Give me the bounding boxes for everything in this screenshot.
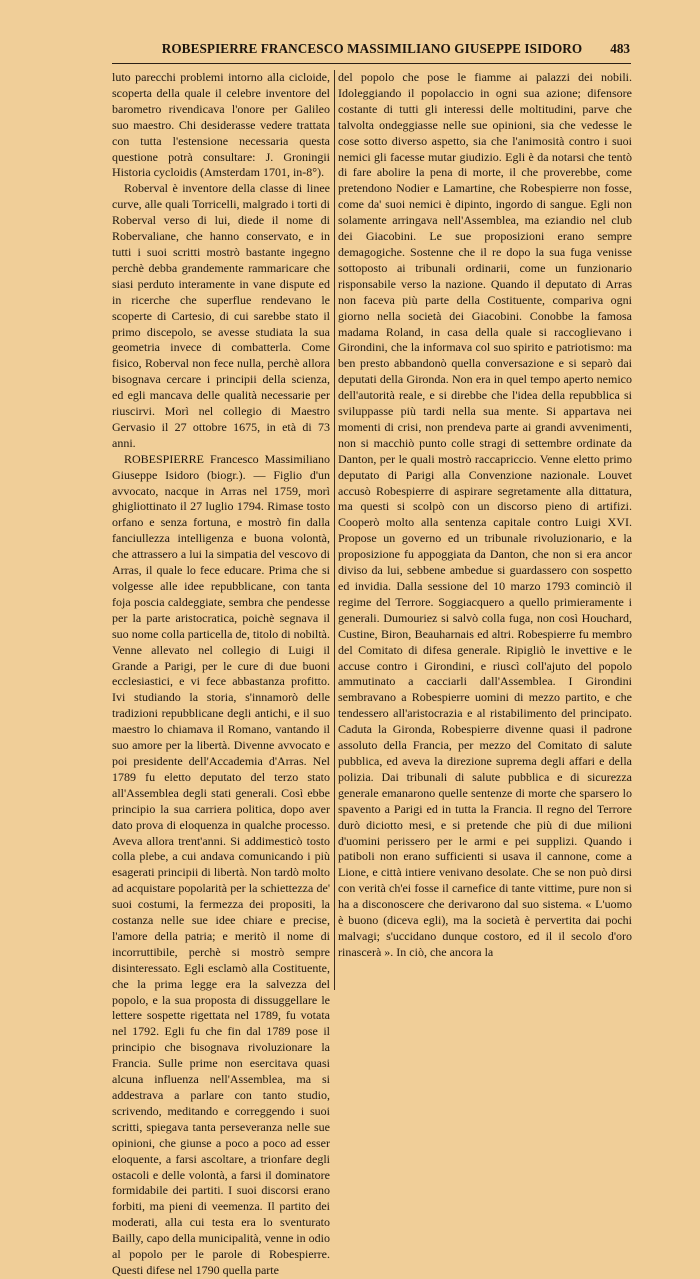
left-column: [112, 70, 330, 1279]
paragraph: ROBESPIERRE Francesco Massimiliano Giuseppe Isidoro (biogr.). — Figlio d'un avvocato, nacque in Arras nel 1759, morì ghigliottinato il 27 luglio 1794. Rimase tosto orfano e senza fortuna, e mostrò fin dalla fanciullezza intelligenza e buona volontà, che attrassero a lui la simpatia del vescovo di Arras, il quale lo fece educare. Prima che si volgesse alle idee repubblicane, con tanta foja poscia caldeggiate, sembra che pendesse per la parte aristocratica, poichè segnava il suo nome colla particella de, titolo di nobiltà. Venne allevato nel collegio di Luigi il Grande a Parigi, per le cure di due buoni ecclesiastici, e vi fece abbastanza profitto. Ivi studiando la storia, s'innamorò delle tradizioni repubblicane degli antichi, e il suo maestro lo chiamava il Romano, vantando il suo amore per la libertà. Divenne avvocato e poi presidente dell'Accademia d'Arras. Nel 1789 fu eletto deputato del terzo stato all'Assemblea degli stati generali. Così ebbe principio la sua carriera politica, dopo aver dato prova di eloquenza in qualche processo. Aveva allora trent'anni. Si addimesticò tosto colla plebe, a cui andava comunicando i più esagerati principii di libertà. Non tardò molto ad acquistare popolarità per la schiettezza de' suoi costumi, la fermezza dei propositi, la costanza nelle sue idee chiare e precise, l'amore della patria; e meritò il nome di incorruttibile, perchè si mostrò sempre disinteressato. Egli esclamò alla Costituente, che la prima legge era la salvezza del popolo, e la sua proposta di dissuggellare le lettere sospette rigettata nel 1789, fu votata nel 1792. Egli fu che fin dal 1789 pose il principio che bisognava rivoluzionare la Francia. Sulle prime non esercitava quasi alcuna influenza nell'Assemblea, ma si addestrava a parlare con tanto studio, scrivendo, meditando e correggendo i suoi scritti, spiegava tanta perseveranza nelle sue opinioni, che giunse a poco a poco ad esser eloquente, a farsi ascoltare, a trionfare degli ostacoli e delle volontà, a farsi il dominatore formidabile dei partiti. I suoi discorsi erano forbiti, ma pieni di veemenza. Il partito dei moderati, alla cui testa era lo sventurato Bailly, capo della municipalità, venne in odio al popolo per le parole di Robespierre. Questi difese nel 1790 quella parte: [112, 451, 330, 1277]
paragraph: del popolo che pose le fiamme ai palazzi dei nobili. Idoleggiando il popolaccio in ogni sua azione; difensore costante di tutti gli interessi delle moltitudini, parve che talvolta ondeggiasse nelle sue opinioni, sia che vedesse le cose sotto diverso aspetto, sia che l'animosità contro i suoi nemici gli facesse mutar giudizio. Egli è da notarsi che tentò di fare abolire la pena di morte, il che proverebbe, come pretendono Nodier e Lamartine, che Robespierre non fosse, come da' suoi nemici è dipinto, ingordo di sangue. Egli non solamente arringava nell'Assemblea, ma eziandio nel club dei Giacobini. Le sue proposizioni erano sempre demagogiche. Sostenne che il re dopo la sua fuga venisse sottoposto ai tribunali ordinarii, come un funzionario risponsabile verso la nazione. Quando il deputato di Arras non faceva più parte della Costituente, compariva ogni giorno nella società dei Giacobini. Conobbe la famosa madama Roland, in casa della quale si raccoglievano i Girondini, che la informava col suo spirito e patriotismo: ma ben presto abbandonò quella conversazione e si separò dai deputati della Gironda. Non era in quel tempo aperto nemico dell'autorità reale, e si direbbe che l'idea della repubblica si sviluppasse più tardi nella sua mente. Si appartava nei momenti di crisi, non prendeva parte ai grandi avvenimenti, non si macchiò punto colle stragi di settembre ordinate da Danton, per le quali mostrò raccapriccio. Venne eletto primo deputato di Parigi alla Convenzione nazionale. Louvet accusò Robespierre di aspirare segretamente alla dittatura, ma questi si scolpò con un discorso pieno di artifizi. Cooperò molto alla sentenza capitale contro Luigi XVI. Propose un governo ed un tribunale rivoluzionario, e la proposizione fu appoggiata da Danton, che non si era ancor diviso da lui, sebbene ambedue si guardassero con sospetto ed invidia. Dalla sessione del 10 marzo 1793 cominciò il regime del Terrore. Soggiacquero a quello primieramente i generali. Dumouriez si salvò colla fuga, non così Houchard, Custine, Biron, Beauharnais ed altri. Robespierre fu membro del Comitato di difesa generale. Ripigliò le invettive e le accuse contro i Girondini, e riuscì coll'ajuto del popolo ammutinato a cacciarli dall'Assemblea. I Girondini sembravano a Robespierre uomini di mezzo partito, e che tendessero all'aristocrazia e al ristabilimento del principato. Caduta la Gironda, Robespierre divenne quasi il padrone assoluto della Francia, per mezzo del Comitato di salute pubblica, ed aveva la direzione suprema degli affari e della polizia. Dai tribunali di salute pubblica e di sicurezza generale emanarono quelle sentenze di morte che sparsero lo spavento a Parigi ed in tutta la Francia. Il regno del Terrore durò diciotto mesi, e si pretende che più di due milioni d'uomini perissero per le armi e pei supplizi. Quando i patiboli non erano sufficienti si usava il cannone, come a Lione, e città intiere venivano desolate. Che se non può dirsi con verità ch'ei fosse il carnefice di tante vittime, pure non si ha a disconoscere che derivarono dal suo sistema. « L'uomo è buono (diceva egli), ma la società è pervertita dai pochi malvagi; s'uccidano dunque costoro, ed il il secolo d'oro rinascerà ». In ciò, che ancora la: [338, 70, 632, 959]
page-number: 483: [610, 41, 630, 56]
paragraph: Roberval è inventore della classe di linee curve, alle quali Torricelli, malgrado i torti di Roberval verso di lui, diede il nome di Robervaliane, che hanno conservato, e in tutti i suoi scritti mostrò bastante ingegno perchè debba grandemente rammaricare che siasi perduto interamente in vane dispute ed in ricerche che superflue rendevano le scoperte di Cartesio, di cui sarebbe stato il primo discepolo, se avesse studiata la sua geometria invece di combatterla. Come fisico, Roberval non fece nulla, perchè allora bisognava cercare i principii della scienza, ed egli mancava delle qualità necessarie per riuscirvi. Morì nel collegio di Maestro Gervasio il 27 ottobre 1675, in età di 73 anni.: [112, 181, 330, 450]
header-rule: [112, 63, 631, 64]
running-header: ROBESPIERRE FRANCESCO MASSIMILIANO GIUSEPPE ISIDORO: [161, 41, 583, 56]
column-divider: [334, 70, 335, 990]
paragraph: luto parecchi problemi intorno alla cicloide, scoperta della quale il celebre inventore del barometro rivendicava l'onore per Galileo suo maestro. Chi desiderasse vedere trattata con tutta l'estensione necessaria questa questione potrà consultare: J. Groningii Historia cycloidis (Amsterdam 1701, in-8°).: [112, 70, 330, 180]
right-column: [338, 70, 632, 961]
